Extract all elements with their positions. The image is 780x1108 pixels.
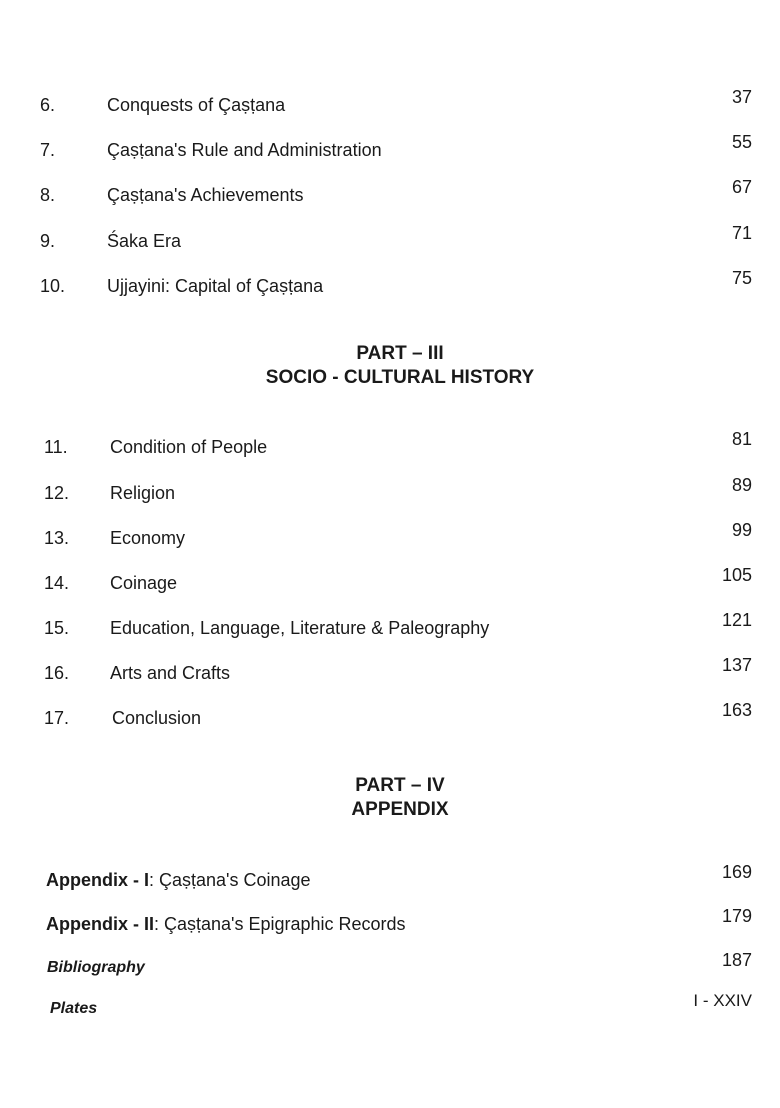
part-4-label: PART – IV [355,775,445,796]
part-3-label: PART – III [356,343,444,364]
toc-entry-12 [0,475,780,508]
entry-title: Conclusion [112,708,202,728]
entry-page: 71 [731,223,752,243]
entry-page: 75 [731,268,752,288]
plates-label: Plates [50,1000,98,1017]
entry-number: 7. [40,140,56,160]
toc-entry-6 [0,87,780,120]
toc-entry-15 [0,610,780,643]
appendix-title: : Çaṣṭana's Epigraphic Records [154,914,406,934]
bibliography-entry [0,950,780,983]
plates-entry [0,991,780,1024]
entry-number: 17. [44,708,70,728]
entry-page: 37 [731,87,752,107]
appendix-label: Appendix - II [46,914,154,934]
entry-title: Condition of People [110,437,268,457]
toc-entry-17 [0,700,780,733]
toc-entry-16 [0,655,780,688]
entry-title: Religion [110,483,176,503]
entry-number: 9. [40,231,56,251]
appendix-1-entry [0,862,780,895]
entry-title: Coinage [110,573,178,593]
entry-number: 12. [44,483,70,503]
bibliography-label: Bibliography [47,959,145,976]
entry-page: 121 [721,610,752,630]
toc-entry-14 [0,565,780,598]
entry-page: I - XXIV [693,991,752,1010]
entry-number: 8. [40,185,56,205]
toc-entry-11 [0,429,780,462]
appendix-label: Appendix - I [46,870,149,890]
entry-title: Ujjayini: Capital of Çaṣṭana [107,276,324,296]
entry-title: Çaṣṭana's Rule and Administration [107,140,382,160]
entry-number: 15. [44,618,70,638]
entry-title: Śaka Era [107,231,182,251]
entry-page: 105 [721,565,752,585]
entry-number: 16. [44,663,70,683]
entry-page: 137 [721,655,752,675]
entry-title: Arts and Crafts [110,663,231,683]
entry-title: Çaṣṭana's Achievements [107,185,304,205]
entry-number: 10. [40,276,66,296]
entry-page: 187 [721,950,752,970]
toc-entry-10 [0,268,780,301]
entry-page: 179 [721,906,752,926]
entry-title: Conquests of Çaṣṭana [107,95,286,115]
entry-page: 89 [731,475,752,495]
part-4-name: APPENDIX [351,799,449,820]
entry-number: 11. [44,437,68,457]
entry-page: 163 [721,700,752,720]
entry-number: 14. [44,573,70,593]
entry-page: 55 [731,132,752,152]
toc-entry-7 [0,132,780,165]
entry-title: Economy [110,528,186,548]
entry-page: 169 [721,862,752,882]
toc-entry-13 [0,520,780,553]
appendix-title: : Çaṣṭana's Coinage [149,870,311,890]
entry-page: 67 [731,177,752,197]
entry-page: 81 [731,429,752,449]
toc-entry-8 [0,177,780,210]
toc-entry-9 [0,223,780,256]
appendix-2-entry [0,906,780,939]
entry-number: 6. [40,95,56,115]
entry-title: Education, Language, Literature & Paleography [110,618,490,638]
part-3-name: SOCIO - CULTURAL HISTORY [265,367,535,388]
entry-page: 99 [731,520,752,540]
entry-number: 13. [44,528,70,548]
